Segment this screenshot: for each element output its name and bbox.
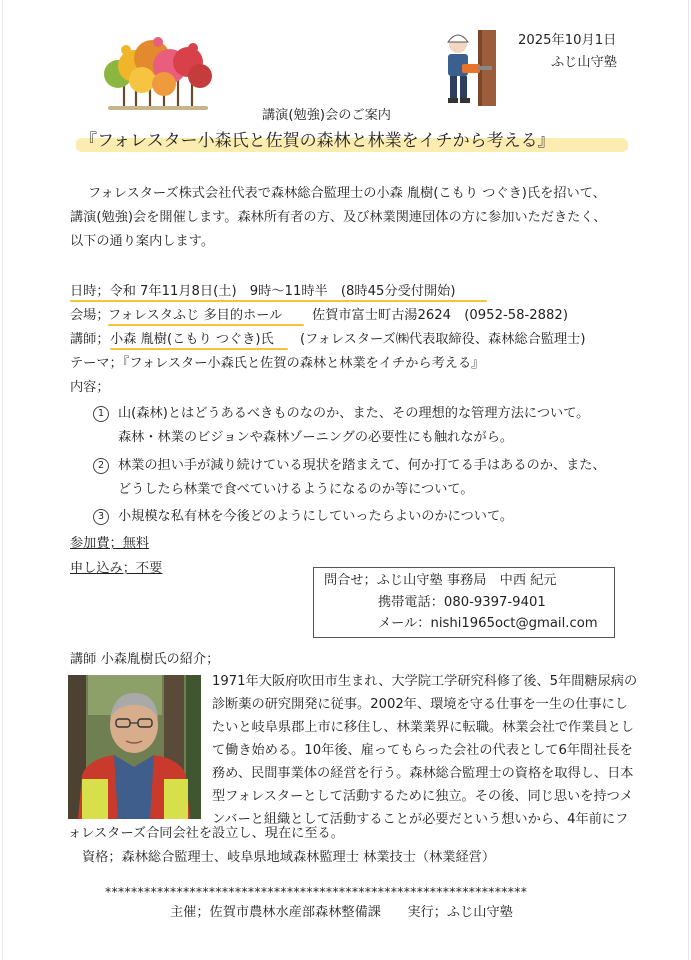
page-title: 『フォレスター小森氏と佐賀の森林と林業をイチから考える』 xyxy=(80,131,555,151)
item-1-line-1: 山(森林)とはどうあるべきものなのか、また、その理想的な管理方法について。 xyxy=(118,406,590,421)
profile-line-5: 務め、民間事業体の経営を行う。森林総合監理士の資格を取得し、日本 xyxy=(212,766,634,781)
contact-line: 問合せ；ふじ山守塾 事務局 中西 紀元 xyxy=(324,573,557,588)
profile-line-1: 1971年大阪府吹田市生まれ、大学院工学研究科修了後、5年間糖尿病の xyxy=(212,674,638,689)
contact-email: メール：nishi1965oct@gmail.com xyxy=(378,616,598,631)
forester-chainsaw-illustration xyxy=(438,30,504,108)
star-divider: ***************************************************************** xyxy=(105,884,528,899)
contact-phone: 携帯電話：080-9397-9401 xyxy=(378,595,546,610)
footer-credits: 主催；佐賀市農林水産部森林整備課 実行；ふじ山守塾 xyxy=(170,905,513,920)
profile-line-7: ンバーと組織として活動することが必要だという想いから、4年前にフ xyxy=(212,812,629,827)
venue-underline xyxy=(108,324,304,326)
venue-label: 会場； xyxy=(70,308,110,323)
content-label: 内容； xyxy=(70,380,110,395)
participation-fee: 参加費；無料 xyxy=(70,536,150,551)
speaker-underline xyxy=(110,348,288,350)
datetime-label: 日時；令和 xyxy=(70,284,136,299)
qualification: 資格；森林総合監理士、岐阜県地域森林監理士 林業技士（林業経営） xyxy=(82,850,496,865)
intro-line-3: 以下の通り案内します。 xyxy=(70,234,215,249)
autumn-trees-illustration xyxy=(98,36,218,111)
profile-line-4: て働き始める。10年後、雇ってもらった会社の代表として6年間社長を xyxy=(212,743,633,758)
venue-name: フォレスタふじ 多目的ホール xyxy=(108,308,283,323)
item-number-3: 3 xyxy=(93,509,109,525)
intro-line-1: フォレスターズ株式会社代表で森林総合監理士の小森 胤樹(こもり つぐき)氏を招いて、 xyxy=(88,186,606,201)
theme: テーマ；『フォレスター小森氏と佐賀の森林と林業をイチから考える』 xyxy=(70,356,485,371)
application: 申し込み；不要 xyxy=(70,561,163,576)
item-1-line-2: 森林・林業のビジョンや森林ゾーニングの必要性にも触れながら。 xyxy=(118,430,514,445)
profile-heading: 講師 小森胤樹氏の紹介； xyxy=(70,652,220,667)
subtitle: 講演(勉強)会のご案内 xyxy=(262,108,391,123)
datetime-value: 7年11月8日(土) 9時～11時半 (8時45分受付開始) xyxy=(140,284,456,299)
item-2-line-1: 林業の担い手が減り続けている現状を踏まえて、何か打てる手はあるのか、また、 xyxy=(118,458,606,473)
organizer-name: ふじ山守塾 xyxy=(551,55,617,70)
item-3-line-1: 小規模な私有林を今後どのようにしていったらよいのかについて。 xyxy=(118,509,514,524)
document-date: 2025年10月1日 xyxy=(518,33,617,48)
item-2-line-2: どうしたら林業で食べていけるようになるのか等について。 xyxy=(118,482,474,497)
item-number-2: 2 xyxy=(93,458,109,474)
intro-line-2: 講演(勉強)会を開催します。森林所有者の方、及び林業関連団体の方に参加いただきたく、 xyxy=(70,210,607,225)
datetime-underline xyxy=(70,300,487,302)
profile-line-6: 型フォレスターとして活動するために独立。その後、同じ思いを持つメ xyxy=(212,789,633,804)
speaker-label: 講師； xyxy=(70,332,110,347)
item-number-1: 1 xyxy=(93,406,109,422)
speaker-photo xyxy=(68,675,201,819)
speaker-name: 小森 胤樹(こもり つぐき)氏 xyxy=(110,332,274,347)
profile-line-2: 診断薬の研究開発に従事。2002年、環境を守る仕事を一生の仕事にし xyxy=(212,697,628,712)
profile-line-8: ォレスターズ合同会社を設立し、現在に至る。 xyxy=(68,826,344,841)
venue-address: 佐賀市富士町古湯2624 (0952-58-2882) xyxy=(312,308,568,323)
speaker-role: (フォレスターズ㈱代表取締役、森林総合監理士) xyxy=(300,332,586,347)
profile-line-3: たいと岐阜県郡上市に移住し、林業業界に転職。林業会社で作業員とし xyxy=(212,720,634,735)
